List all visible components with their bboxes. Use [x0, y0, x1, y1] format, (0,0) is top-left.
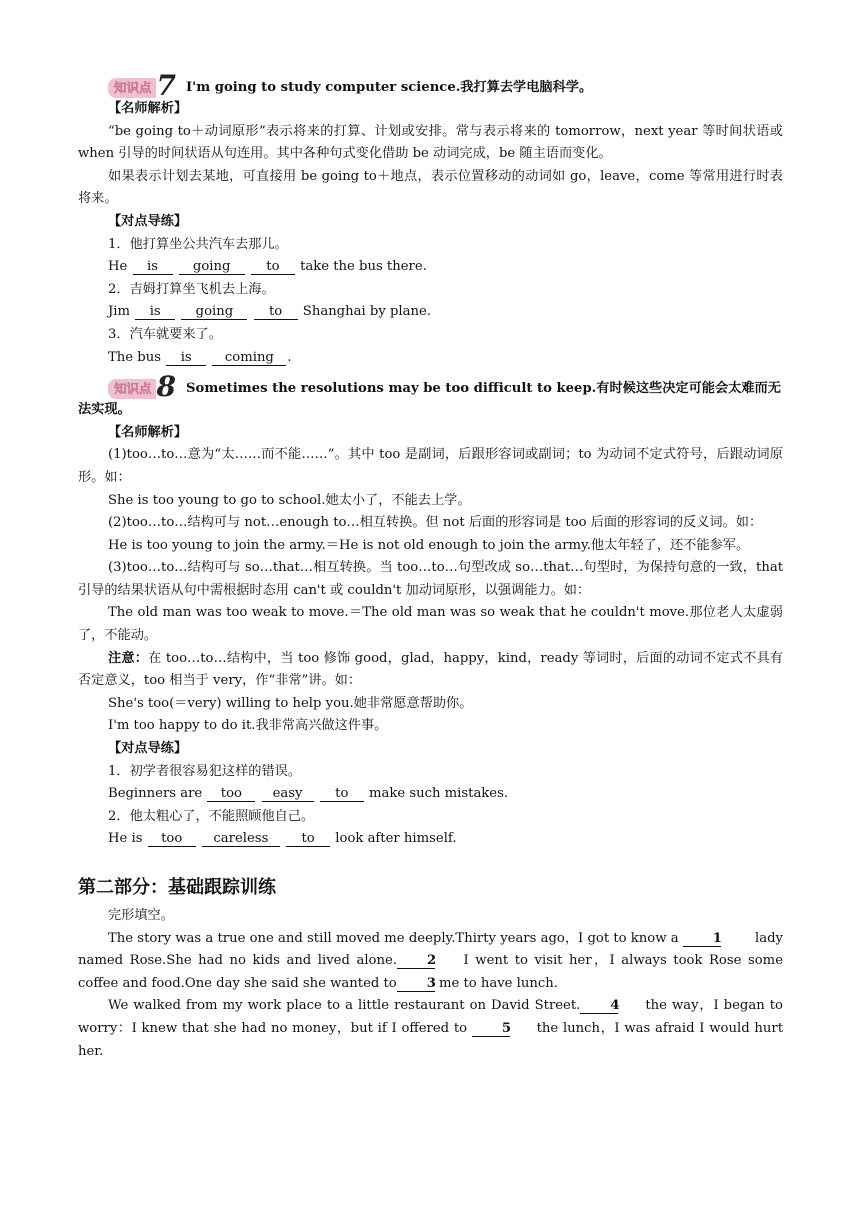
kp7-header: [108, 69, 783, 102]
answer-blank: is: [135, 304, 175, 320]
question-line: [78, 301, 783, 324]
paragraph: 如果表示计划去某地，可直接用 be going to＋地点，表示位置移动的动词如 go，leave，come 等常用进行时表将来。: [78, 168, 783, 207]
cloze-text: me to have lunch.: [434, 975, 558, 991]
section-heading: 第二部分：基础跟踪训练: [78, 877, 276, 898]
practice-heading: 【对点导练】: [108, 213, 188, 229]
answer-blank: going: [179, 259, 245, 275]
instruction: 完形填空。: [108, 908, 174, 923]
document-page: [78, 69, 783, 1063]
question-line: [78, 347, 783, 370]
kp8-badge: [108, 370, 176, 404]
question-text: The bus: [108, 349, 166, 365]
note-text: 在 too…to…结构中，当 too 修饰 good，glad，happy，kind，ready 等词时，后面的动词不定式不具有否定意义，too 相当于 very，作“非常”讲。如：: [78, 650, 783, 689]
note-label: 注意：: [108, 650, 149, 666]
answer-blank: to: [286, 831, 330, 847]
cloze-paragraph: [78, 995, 783, 1063]
kp8-title: Sometimes the resolutions may be too difficult to keep.有时候这些决定可能会太难而无: [186, 380, 781, 396]
question-text: look after himself.: [331, 831, 457, 847]
question-text: Beginners are: [108, 786, 207, 802]
answer-blank: too: [207, 786, 255, 802]
question-text: take the bus there.: [295, 259, 427, 275]
question-line: [78, 783, 783, 806]
kp7-badge: [108, 69, 176, 102]
example: She is too young to go to school.她太小了，不能去上学。: [108, 492, 471, 508]
badge-number: 8: [156, 370, 176, 404]
paragraph: (3)too…to…结构可与 so…that…相互转换。当 too…to…句型改成 so…that…句型时，为保持句意的一致，that 引导的结果状语从句中需根据时态用 can't 或 couldn't 加动词原形，以强调能力。如：: [78, 560, 783, 598]
question-cn: 3．汽车就要来了。: [108, 326, 222, 342]
example: She's too(＝very) willing to help you.她非常愿意帮助你。: [108, 695, 473, 711]
paragraph: “be going to＋动词原形”表示将来的打算、计划或安排。常与表示将来的 tomorrow，next year 等时间状语或 when 引导的时间状语从句连用。其中各种句式变化借助 be 动词完成，be 随主语而变化。: [78, 123, 783, 162]
answer-blank: easy: [262, 786, 314, 802]
paragraph: (2)too…to…结构可与 not…enough to…相互转换。但 not 后面的形容词是 too 后面的形容词的反义词。如：: [108, 515, 763, 531]
cloze-paragraph: [78, 928, 783, 996]
cloze-text: the way，I began to worry：I knew that she had no money，but if I offered to: [78, 998, 783, 1036]
cloze-blank: 5: [472, 1021, 510, 1037]
cloze-blank: 3: [397, 976, 435, 992]
answer-blank: to: [251, 259, 295, 275]
question-text: Jim: [108, 304, 135, 320]
question-cn: 2．吉姆打算坐飞机去上海。: [108, 281, 275, 297]
question-text: He: [108, 259, 132, 275]
paragraph: (1)too…to…意为“太……而不能……”。其中 too 是副词，后跟形容词或副词；to 为动词不定式符号，后跟动词原形。如：: [78, 447, 783, 485]
answer-blank: is: [133, 259, 173, 275]
question-cn: 2．他太粗心了，不能照顾他自己。: [108, 808, 315, 824]
question-cn: 1．他打算坐公共汽车去那儿。: [108, 236, 288, 252]
question-text: make such mistakes.: [364, 786, 509, 802]
practice-heading: 【对点导练】: [108, 741, 188, 757]
answer-blank: to: [254, 304, 298, 320]
answer-blank: careless: [202, 831, 280, 847]
question-cn: 1．初学者很容易犯这样的错误。: [108, 763, 302, 779]
analysis-heading: 【名师解析】: [108, 424, 188, 440]
question-text: He is: [108, 831, 147, 847]
cloze-blank: 4: [580, 998, 618, 1014]
cloze-text: the lunch，I was afraid I would hurt her.: [78, 1020, 783, 1059]
answer-blank: to: [320, 786, 364, 802]
question-line: [78, 256, 783, 279]
answer-blank: coming: [212, 350, 286, 366]
example: The old man was too weak to move.＝The old man was so weak that he couldn't move.那位老人太虚弱了，不能动。: [78, 605, 783, 644]
badge-label: 知识点: [108, 379, 156, 399]
badge-number: 7: [156, 69, 176, 102]
note-paragraph: [78, 648, 783, 693]
cloze-text: We walked from my work place to a little restaurant on David Street.: [108, 998, 581, 1014]
analysis-heading: 【名师解析】: [108, 101, 188, 116]
kp7-title: I'm going to study computer science.我打算去学电脑科学。: [186, 79, 593, 95]
cloze-blank: 1: [683, 931, 721, 947]
cloze-text: I went to visit her，I always took Rose some coffee and food.One day she said she wanted to: [78, 953, 783, 991]
question-text: .: [287, 349, 292, 365]
badge-label: 知识点: [108, 78, 156, 98]
question-line: [78, 828, 783, 851]
cloze-blank: 2: [397, 953, 435, 969]
answer-blank: going: [181, 304, 247, 320]
cloze-text: The story was a true one and still moved me deeply.Thirty years ago，I got to know a: [108, 930, 683, 946]
example: He is too young to join the army.＝He is not old enough to join the army.他太年轻了，还不能参军。: [108, 537, 750, 553]
answer-blank: too: [148, 831, 196, 847]
kp8-header: [108, 370, 783, 404]
example: I'm too happy to do it.我非常高兴做这件事。: [108, 718, 388, 734]
question-text: Shanghai by plane.: [298, 304, 431, 320]
cloze-text: lady named Rose.She had no kids and lived alone.: [78, 930, 783, 969]
answer-blank: is: [166, 350, 206, 366]
kp8-title-continued: 法实现。: [78, 402, 131, 418]
